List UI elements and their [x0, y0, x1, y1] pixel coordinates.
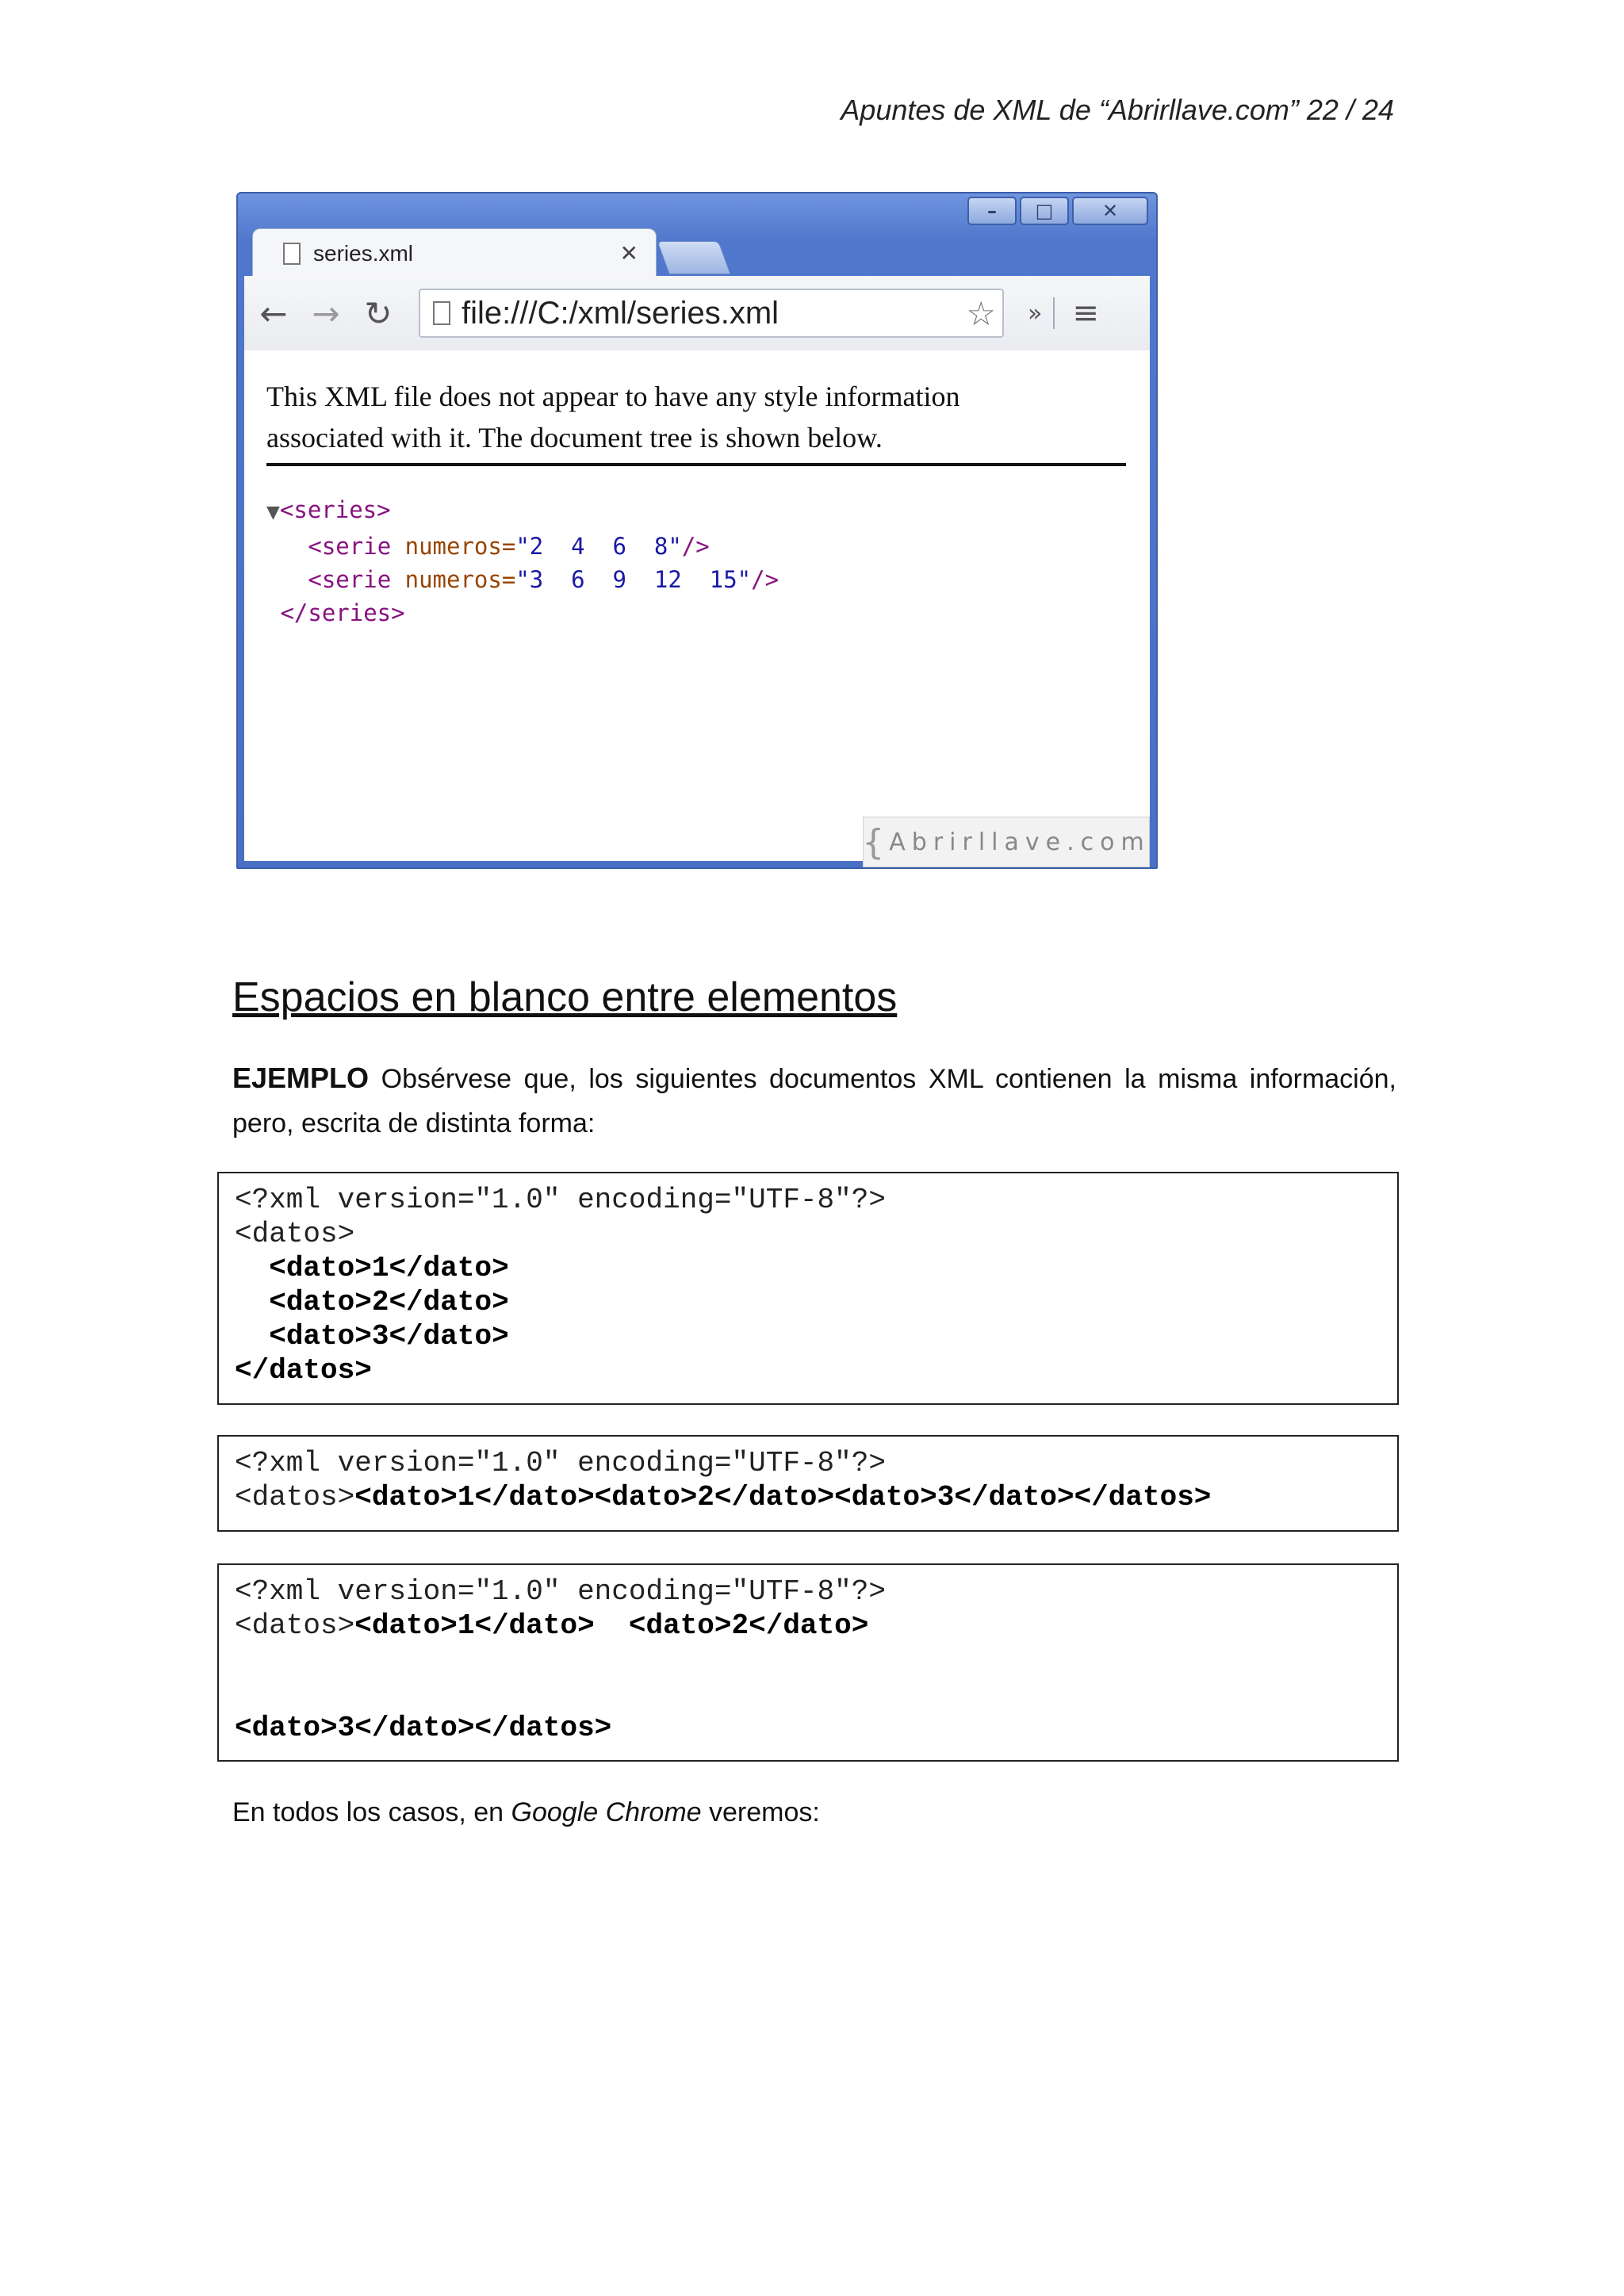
tab-title: series.xml: [313, 240, 414, 266]
page-icon: [433, 301, 450, 325]
code2-decl: <?xml version="1.0" encoding="UTF-8"?>: [235, 1447, 886, 1479]
code3-decl: <?xml version="1.0" encoding="UTF-8"?>: [235, 1575, 886, 1608]
notice-line-1: This XML file does not appear to have any style information: [266, 381, 960, 412]
code1-line-2: <dato>2</dato>: [269, 1286, 509, 1318]
section-title: Espacios en blanco entre elementos: [232, 974, 898, 1020]
notice-divider: [266, 463, 1126, 466]
page-number: 22 / 24: [1306, 94, 1394, 126]
code2-open: <datos>: [235, 1481, 355, 1513]
tree-row-close: </series>: [280, 599, 405, 626]
bookmark-star-icon[interactable]: ☆: [966, 293, 996, 333]
code-block-2: [217, 1435, 1399, 1532]
xml-tree: [266, 493, 779, 629]
browser-content: [244, 350, 1150, 861]
close-window-icon[interactable]: ✕: [1072, 197, 1148, 225]
tree-row-root: ▼<series>: [266, 496, 391, 523]
code1-line-1: <dato>1</dato>: [269, 1252, 509, 1284]
tree-row-serie-1: <serie numeros="2 4 6 8"/>: [308, 533, 710, 560]
brace-logo-icon: {: [862, 821, 885, 863]
back-arrow-icon[interactable]: ←: [259, 293, 288, 333]
tab-close-icon[interactable]: ✕: [619, 240, 638, 266]
xml-style-notice: [266, 376, 1059, 458]
page-header: [841, 94, 1394, 127]
new-tab-button[interactable]: [657, 241, 730, 274]
code1-open: <datos>: [235, 1218, 355, 1250]
code2-rest: <dato>1</dato><dato>2</dato><dato>3</dato></datos>: [354, 1481, 1212, 1513]
window-controls: [964, 197, 1148, 225]
url-text: file:///C:/xml/series.xml: [462, 295, 779, 331]
address-bar[interactable]: [419, 289, 1004, 338]
code3-open: <datos>: [235, 1609, 355, 1642]
closing-paragraph: En todos los casos, en Google Chrome veremos:: [232, 1797, 820, 1827]
browser-toolbar: [244, 276, 1150, 351]
code1-line-3: <dato>3</dato>: [269, 1320, 509, 1353]
abrirllave-watermark: [863, 817, 1150, 867]
reload-icon[interactable]: ↻: [364, 293, 393, 333]
menu-icon[interactable]: ≡: [1072, 295, 1099, 331]
header-title: Apuntes de XML de “Abrirllave.com”: [841, 94, 1299, 126]
code3-line-2: <dato>3</dato></datos>: [235, 1712, 612, 1744]
code3-line-1: <dato>1</dato> <dato>2</dato>: [354, 1609, 869, 1642]
google-chrome-emphasis: Google Chrome: [511, 1797, 702, 1827]
collapse-triangle-icon[interactable]: ▼: [266, 503, 280, 522]
toolbar-divider: [1053, 297, 1055, 329]
forward-arrow-icon[interactable]: →: [312, 293, 340, 333]
browser-tab[interactable]: [252, 228, 657, 277]
code-block-3: [217, 1563, 1399, 1762]
notice-line-2: associated with it. The document tree is shown below.: [266, 422, 883, 453]
watermark-text: Abrirllave.com: [889, 828, 1151, 856]
document-icon: [283, 243, 301, 265]
example-label: EJEMPLO: [232, 1062, 370, 1094]
minimize-icon[interactable]: –: [967, 197, 1017, 225]
maximize-icon[interactable]: □: [1020, 197, 1069, 225]
extensions-chevron-icon[interactable]: »: [1028, 299, 1043, 327]
code1-close: </datos>: [235, 1354, 372, 1387]
intro-paragraph: [232, 1056, 1396, 1146]
code-block-1: [217, 1172, 1399, 1405]
browser-window-screenshot: [236, 192, 1158, 869]
code1-decl: <?xml version="1.0" encoding="UTF-8"?>: [235, 1184, 886, 1216]
tree-row-serie-2: <serie numeros="3 6 9 12 15"/>: [308, 566, 779, 593]
intro-text: Obsérvese que, los siguientes documentos XML contienen la misma información, pero, escrita de distinta forma:: [232, 1064, 1396, 1138]
